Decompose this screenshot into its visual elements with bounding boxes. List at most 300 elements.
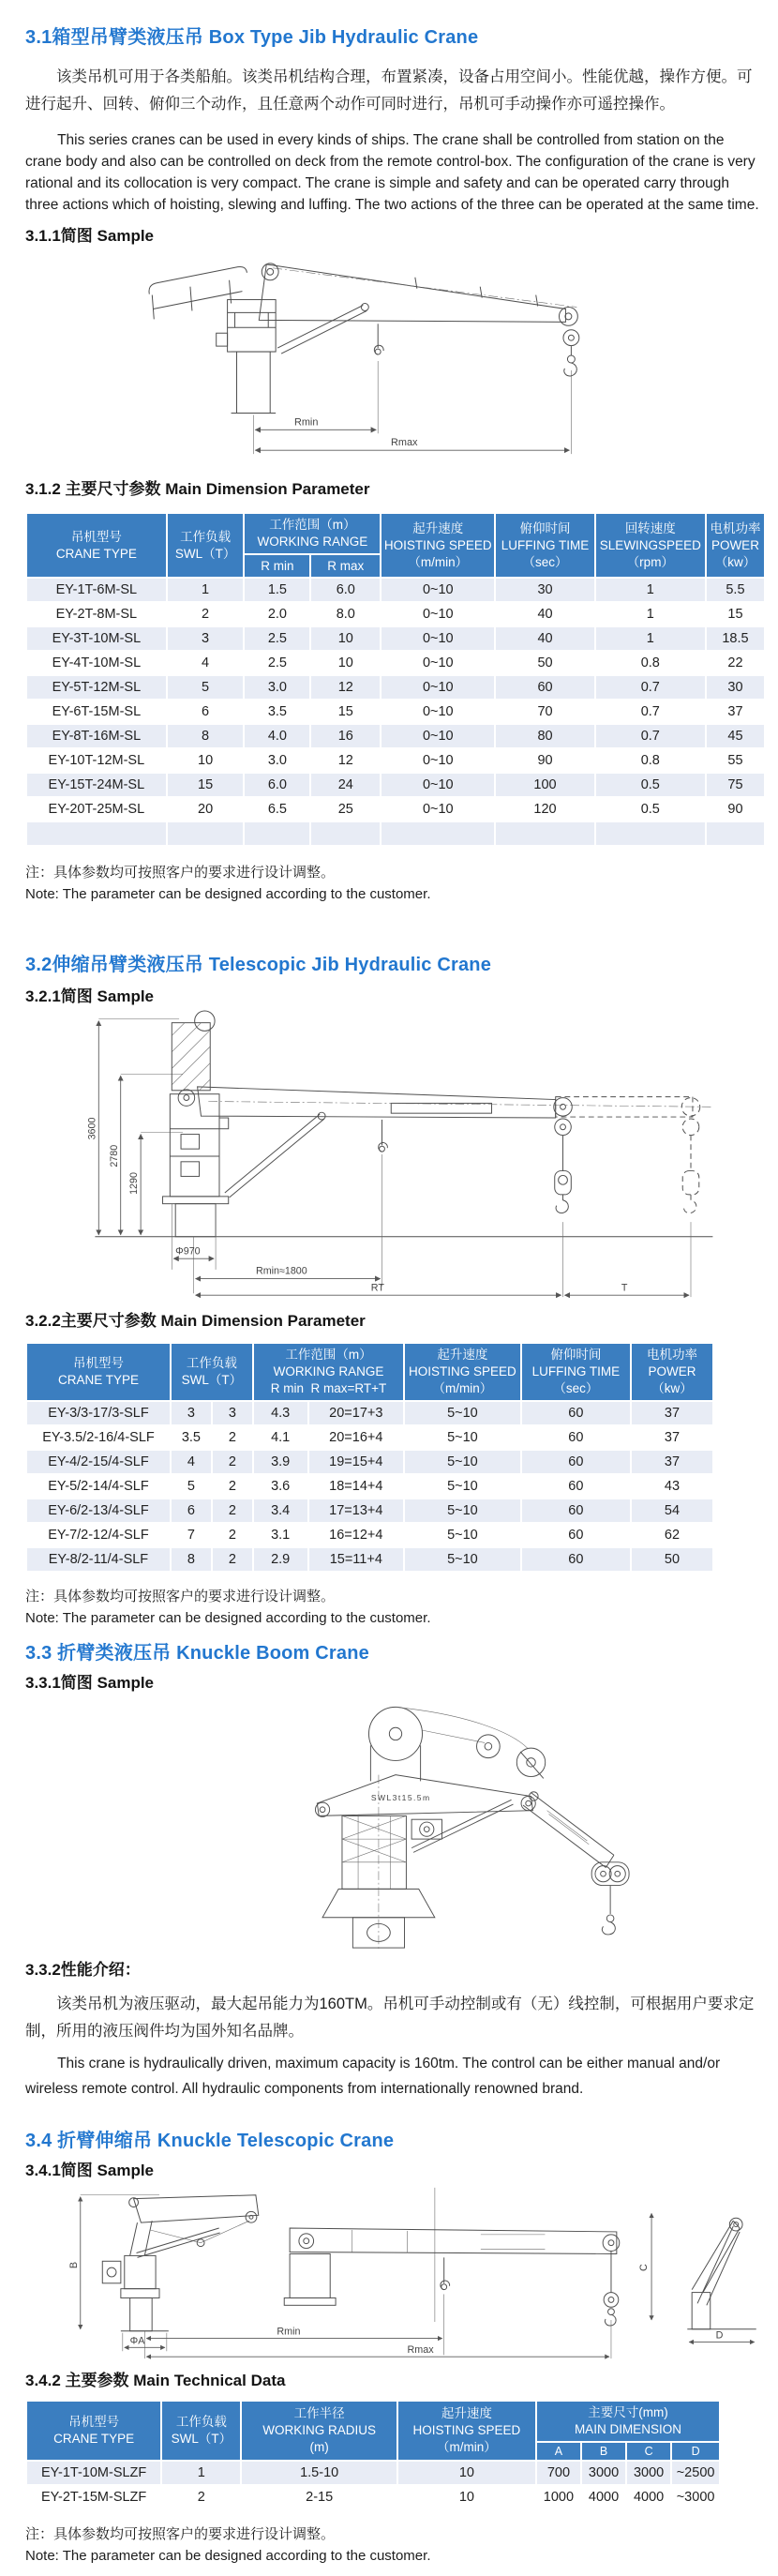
table-cell: 12 — [310, 675, 381, 700]
header-line: 俯仰时间 — [550, 1348, 602, 1363]
radius-dimensions — [123, 2294, 611, 2358]
col-crane-type — [26, 1343, 171, 1400]
upper-sheaves — [477, 1735, 546, 1779]
table-cell: 60 — [521, 1499, 631, 1523]
table-cell: 0~10 — [381, 773, 495, 797]
table-cell — [310, 821, 381, 846]
extended-tip-hook — [681, 1098, 699, 1213]
table-cell: 16=12+4 — [308, 1523, 405, 1547]
box-jib-crane-diagram — [25, 251, 764, 465]
table-heading-3-4-2: 3.4.2 主要参数 Main Technical Data — [25, 2371, 286, 2389]
table-cell — [244, 821, 310, 846]
boom-swl-label: SWL3t15.5m — [370, 1793, 431, 1803]
table-cell: 5~10 — [404, 1425, 521, 1450]
table-cell: 3.0 — [244, 675, 310, 700]
table-cell: 1 — [161, 2461, 241, 2485]
height-dimensions — [86, 1019, 183, 1235]
table-cell: 0.5 — [595, 773, 706, 797]
table-cell: 100 — [495, 773, 594, 797]
col-swl — [161, 2401, 241, 2461]
table-cell: EY-5/2-14/4-SLF — [26, 1474, 171, 1499]
col-hoisting-speed — [397, 2401, 536, 2461]
header-line: 起升速度 — [437, 1348, 488, 1363]
table-cell: 0.8 — [595, 748, 706, 773]
section-3-3-title: 3.3 折臂类液压吊 Knuckle Boom Crane — [25, 1642, 369, 1664]
header-line: （sec） — [553, 1381, 599, 1396]
table-row — [26, 1499, 713, 1523]
table-cell: 3.0 — [244, 748, 310, 773]
table-heading-3-2-2: 3.2.2主要尺寸参数 Main Dimension Parameter — [25, 1312, 366, 1331]
table-cell: 3.5 — [171, 1425, 212, 1450]
header-line: SLEWINGSPEED — [599, 537, 701, 552]
rmax-label: Rmax — [407, 2344, 434, 2357]
table-cell: 4.1 — [253, 1425, 308, 1450]
sample-heading-3-2-1: 3.2.1简图 Sample — [25, 987, 155, 1006]
knuckle-telescopic-crane-drawing — [44, 2184, 771, 2364]
header-line: WORKING RANGE — [273, 1364, 384, 1379]
col-hoisting-speed — [404, 1343, 521, 1400]
table-body — [26, 1401, 713, 1572]
performance-en: This crane is hydraulically driven, maximum capacity is 160tm. The control can be either manual and/or wireless remote control. All hydraulic components from internationally renowned brand. — [25, 2055, 721, 2097]
table-cell: EY-1T-6M-SL — [26, 578, 167, 602]
table-cell: 4 — [167, 651, 245, 675]
table-cell: 10 — [310, 651, 381, 675]
header-line: （kw） — [651, 1381, 693, 1396]
table-cell: 4.0 — [244, 724, 310, 748]
section-3-4-title: 3.4 折臂伸缩吊 Knuckle Telescopic Crane — [25, 2130, 395, 2151]
top-sheave — [368, 1707, 527, 1781]
table-cell: EY-4/2-15/4-SLF — [26, 1450, 171, 1474]
header-line: HOISTING SPEED — [412, 2423, 521, 2438]
header-line: SWL（T） — [174, 546, 236, 561]
jib-tip-hook — [559, 307, 578, 375]
table-cell: 5.5 — [706, 578, 765, 602]
header-line: 电机功率 — [710, 521, 761, 535]
section-3-2-title: 3.2伸缩吊臂类液压吊 Telescopic Jib Hydraulic Crane — [25, 955, 492, 976]
table-header — [26, 513, 765, 578]
header-line: 起升速度 — [412, 521, 464, 535]
boom — [259, 264, 576, 322]
table-cell: 60 — [521, 1425, 631, 1450]
table-cell: 1.5 — [244, 578, 310, 602]
sample-heading-3-4-1: 3.4.1简图 Sample — [25, 2161, 155, 2179]
col-crane-type — [26, 513, 167, 578]
header-line: （sec） — [522, 554, 568, 569]
knuckle-telescopic-crane-diagram — [25, 2184, 764, 2364]
table-cell: 15=11+4 — [308, 1547, 405, 1572]
table-row — [26, 2485, 720, 2509]
col-luffing-time — [495, 513, 594, 578]
table-cell: 37 — [631, 1450, 713, 1474]
table-cell: 20=17+3 — [308, 1401, 405, 1425]
height-c-label: C — [638, 2264, 651, 2271]
table-cell: 16 — [310, 724, 381, 748]
table-cell: 0~10 — [381, 651, 495, 675]
table-cell: 0.7 — [595, 724, 706, 748]
table-cell: 0~10 — [381, 675, 495, 700]
header-line: HOISTING SPEED — [383, 537, 492, 552]
table-cell: 3 — [212, 1401, 253, 1425]
table-cell: 62 — [631, 1523, 713, 1547]
col-power — [631, 1343, 713, 1400]
table-cell: 90 — [706, 797, 765, 821]
table-cell: 2.9 — [253, 1547, 308, 1572]
header-line: 工作负载 — [175, 2415, 227, 2430]
table-cell: 2.5 — [244, 626, 310, 651]
table-cell: 3.9 — [253, 1450, 308, 1474]
luffing-cylinder — [225, 1113, 325, 1198]
table-cell: 4.3 — [253, 1401, 308, 1425]
table-cell: 1 — [595, 602, 706, 626]
col-working-range — [244, 513, 381, 554]
table-cell: 54 — [631, 1499, 713, 1523]
table-row — [26, 1425, 713, 1450]
table-cell: 8 — [167, 724, 245, 748]
table-cell: 5~10 — [404, 1474, 521, 1499]
table-cell: 0~10 — [381, 578, 495, 602]
table-cell: 2 — [212, 1450, 253, 1474]
table-cell: EY-6/2-13/4-SLF — [26, 1499, 171, 1523]
t-label: T — [621, 1282, 628, 1294]
table-header — [26, 2401, 720, 2461]
table-row — [26, 1547, 713, 1572]
railing — [149, 266, 247, 319]
mast — [172, 1011, 215, 1106]
table-cell: 0~10 — [381, 797, 495, 821]
table-cell: 43 — [631, 1474, 713, 1499]
table-cell: 5~10 — [404, 1523, 521, 1547]
folded-view — [68, 2195, 259, 2331]
table-cell: 60 — [521, 1523, 631, 1547]
extended-view — [284, 2188, 620, 2326]
table-cell: EY-3/3-17/3-SLF — [26, 1401, 171, 1425]
header-line: 吊机型号 — [70, 529, 122, 544]
table-note — [25, 862, 764, 905]
table-cell — [167, 821, 245, 846]
header-line: （m/min） — [437, 2439, 497, 2454]
col-luffing-time — [521, 1343, 631, 1400]
table-cell: 30 — [706, 675, 765, 700]
table-row — [26, 1523, 713, 1547]
rmin-label: Rmin — [293, 416, 319, 429]
compact-folded-view — [638, 2213, 756, 2342]
col-dim-b: B — [581, 2442, 626, 2462]
table-cell: 2 — [212, 1425, 253, 1450]
mid-hook — [374, 324, 383, 354]
table-cell: 60 — [521, 1547, 631, 1572]
table-cell: 2 — [167, 602, 245, 626]
table-row — [26, 2461, 720, 2485]
table-cell: 22 — [706, 651, 765, 675]
header-line: 吊机型号 — [72, 1356, 124, 1371]
table-cell: 3.5 — [244, 700, 310, 724]
table-cell: 0.7 — [595, 675, 706, 700]
table-cell: 6 — [171, 1499, 212, 1523]
table-cell: 19=15+4 — [308, 1450, 405, 1474]
sample-heading-3-1-1: 3.1.1简图 Sample — [25, 227, 155, 245]
table-cell: EY-20T-25M-SL — [26, 797, 167, 821]
telescopic-jib-crane-drawing — [77, 1010, 724, 1301]
table-cell: 18=14+4 — [308, 1474, 405, 1499]
table-cell: 55 — [706, 748, 765, 773]
table-cell: ~3000 — [671, 2485, 720, 2509]
header-line: 工作半径 — [293, 2406, 345, 2421]
performance-cn: 该类吊机为液压驱动，最大起吊能力为160TM。吊机可手动控制或有（无）线控制，可根据用户要求定制，所用的液压阀件均为国外知名品牌。 — [25, 1995, 755, 2040]
table-cell: EY-3T-10M-SL — [26, 626, 167, 651]
base-diameter-label: Φ970 — [175, 1245, 201, 1258]
table-cell: 4000 — [581, 2485, 626, 2509]
table-cell: 0~10 — [381, 724, 495, 748]
table-body — [26, 578, 765, 846]
section-3-4-knuckle-telescopic — [25, 2128, 764, 2567]
table-cell: 2.0 — [244, 602, 310, 626]
table-cell — [495, 821, 594, 846]
header-line: WORKING RADIUS — [262, 2423, 377, 2438]
table-cell: 15 — [706, 602, 765, 626]
crane-body — [163, 1094, 229, 1237]
table-row — [26, 1450, 713, 1474]
table-cell: 10 — [167, 748, 245, 773]
table-cell: 18.5 — [706, 626, 765, 651]
table-cell: 0.8 — [595, 651, 706, 675]
table-cell: 6.0 — [244, 773, 310, 797]
table-row — [26, 675, 765, 700]
table-cell: 6.5 — [244, 797, 310, 821]
width-d-label: D — [715, 2329, 724, 2342]
table-cell: 20 — [167, 797, 245, 821]
table-cell: 15 — [167, 773, 245, 797]
table-row — [26, 1474, 713, 1499]
table-cell: ~2500 — [671, 2461, 720, 2485]
col-hoisting-speed — [381, 513, 495, 578]
rt-label: RT — [370, 1282, 384, 1294]
header-line: CRANE TYPE — [55, 546, 137, 561]
hook-block — [591, 1862, 629, 1935]
table-cell: 2 — [212, 1523, 253, 1547]
table-cell: 4 — [171, 1450, 212, 1474]
table-row — [26, 602, 765, 626]
table-cell: EY-7/2-12/4-SLF — [26, 1523, 171, 1547]
table-cell: 3.4 — [253, 1499, 308, 1523]
header-line: R min R max=RT+T — [270, 1381, 387, 1396]
box-jib-crane-drawing — [136, 251, 661, 465]
table-cell: 3 — [171, 1401, 212, 1425]
note-en: Note: The parameter can be designed according to the customer. — [25, 1609, 431, 1626]
table-cell: 5 — [171, 1474, 212, 1499]
header-line: 主要尺寸(mm) — [588, 2404, 668, 2419]
crane-housing — [217, 300, 276, 353]
header-line: (m) — [309, 2439, 329, 2454]
header-line: WORKING RANGE — [257, 534, 368, 549]
header-line: 电机功率 — [646, 1348, 697, 1363]
table-cell — [706, 821, 765, 846]
col-swl — [167, 513, 245, 578]
table-cell: 2 — [212, 1474, 253, 1499]
section-3-1-intro-cn: 该类吊机可用于各类船舶。该类吊机结构合理，布置紧凑，设备占用空间小。性能优越，操作方便。可进行起升、回转、俯仰三个动作，且任意两个动作可同时进行，吊机可手动操作亦可遥控操作。 — [25, 68, 753, 113]
table-cell: 10 — [310, 626, 381, 651]
table-cell: 37 — [631, 1401, 713, 1425]
section-3-1-intro-en: This series cranes can be used in every kinds of ships. The crane shall be controlled from station on the crane body and also can be controlled on deck from the remote control-box. The configuration of the crane is very rational and its collocation is very compact. The crane is simple and safety and can be operated carry through three actions which of hoisting, slewing and luffing. The two actions of the three can be operated at the same time. — [25, 132, 759, 213]
header-line: 工作范围（m） — [269, 518, 356, 532]
col-power — [706, 513, 765, 578]
height-b-label: B — [67, 2261, 80, 2268]
rmin-label: Rmin — [277, 2326, 301, 2338]
header-line: 吊机型号 — [68, 2415, 120, 2430]
note-cn: 注：具体参数均可按照客户的要求进行设计调整。 — [25, 2526, 336, 2542]
table-cell: EY-5T-12M-SL — [26, 675, 167, 700]
table-cell: EY-8T-16M-SL — [26, 724, 167, 748]
table-cell: 5~10 — [404, 1401, 521, 1425]
table-row — [26, 724, 765, 748]
knuckle-boom-crane-diagram — [25, 1696, 764, 1950]
header-line: 起升速度 — [441, 2406, 492, 2421]
main-dimension-table-3-2 — [25, 1342, 714, 1572]
table-cell: 60 — [521, 1450, 631, 1474]
table-row — [26, 578, 765, 602]
table-cell: EY-1T-10M-SLZF — [26, 2461, 161, 2485]
table-cell: 37 — [706, 700, 765, 724]
table-row — [26, 1401, 713, 1425]
table-cell: EY-8/2-11/4-SLF — [26, 1547, 171, 1572]
col-crane-type — [26, 2401, 161, 2461]
header-line: LUFFING TIME — [501, 537, 590, 552]
dimension-lines — [253, 361, 571, 454]
header-line: 工作负载 — [180, 529, 232, 544]
height-2780-label: 2780 — [108, 1145, 120, 1168]
table-cell: 37 — [631, 1425, 713, 1450]
table-cell: 0.7 — [595, 700, 706, 724]
table-row — [26, 821, 765, 846]
col-r-min: R min — [244, 554, 310, 579]
table-cell: 3.1 — [253, 1523, 308, 1547]
table-cell: 40 — [495, 602, 594, 626]
table-cell — [26, 821, 167, 846]
table-cell: 3000 — [581, 2461, 626, 2485]
table-cell: 0.5 — [595, 797, 706, 821]
table-cell: 0~10 — [381, 602, 495, 626]
header-line: （kw） — [714, 554, 756, 569]
table-cell: 60 — [495, 675, 594, 700]
col-main-dimension — [536, 2401, 720, 2442]
table-cell: 5~10 — [404, 1547, 521, 1572]
header-line: （m/min） — [432, 1381, 493, 1396]
header-line: 俯仰时间 — [519, 521, 571, 535]
table-cell: 8.0 — [310, 602, 381, 626]
table-cell: 1 — [167, 578, 245, 602]
table-heading-3-1-2: 3.1.2 主要尺寸参数 Main Dimension Parameter — [25, 480, 370, 498]
table-cell: 15 — [310, 700, 381, 724]
table-row — [26, 626, 765, 651]
table-cell: 0~10 — [381, 700, 495, 724]
table-cell: 5 — [167, 675, 245, 700]
table-cell: 90 — [495, 748, 594, 773]
col-dim-c: C — [626, 2442, 671, 2462]
section-3-2-telescopic-jib — [25, 952, 764, 1628]
section-3-3-knuckle-boom — [25, 1640, 764, 2101]
header-line: （m/min） — [408, 554, 469, 569]
header-line: LUFFING TIME — [531, 1364, 621, 1379]
table-cell: 45 — [706, 724, 765, 748]
col-working-radius — [241, 2401, 397, 2461]
table-cell: 2 — [212, 1499, 253, 1523]
table-cell — [381, 821, 495, 846]
sample-heading-3-3-1: 3.3.1简图 Sample — [25, 1673, 155, 1692]
knuckle-arm — [523, 1792, 614, 1868]
table-cell: 60 — [521, 1474, 631, 1499]
table-cell: 0~10 — [381, 626, 495, 651]
table-cell: 6.0 — [310, 578, 381, 602]
table-cell: 3.6 — [253, 1474, 308, 1499]
header-line: MAIN DIMENSION — [574, 2421, 681, 2436]
table-cell: 12 — [310, 748, 381, 773]
table-cell: EY-15T-24M-SL — [26, 773, 167, 797]
table-cell: 10 — [397, 2461, 536, 2485]
knuckle-boom-crane-drawing — [114, 1696, 677, 1950]
mid-hook — [379, 1120, 388, 1152]
table-note — [25, 2523, 764, 2567]
table-cell: 5~10 — [404, 1499, 521, 1523]
table-cell: 50 — [631, 1547, 713, 1572]
col-slewing-speed — [595, 513, 706, 578]
header-line: CRANE TYPE — [57, 1373, 139, 1388]
table-cell: 0~10 — [381, 748, 495, 773]
height-1290-label: 1290 — [128, 1172, 141, 1196]
table-cell: 2 — [161, 2485, 241, 2509]
table-cell: 1.5-10 — [241, 2461, 397, 2485]
note-cn: 注：具体参数均可按照客户的要求进行设计调整。 — [25, 865, 336, 881]
telescopic-jib-crane-diagram — [25, 1010, 764, 1301]
table-header — [26, 1343, 713, 1400]
col-working-range — [253, 1343, 404, 1400]
table-cell: 5~10 — [404, 1450, 521, 1474]
table-cell: 6 — [167, 700, 245, 724]
table-cell: 1 — [595, 578, 706, 602]
header-line: 回转速度 — [624, 521, 676, 535]
header-line: SWL（T） — [181, 1373, 243, 1388]
main-technical-data-table-3-4 — [25, 2400, 721, 2510]
table-cell: 3000 — [626, 2461, 671, 2485]
note-cn: 注：具体参数均可按照客户的要求进行设计调整。 — [25, 1588, 336, 1604]
section-3-1-box-type-jib — [25, 24, 764, 905]
table-cell: 120 — [495, 797, 594, 821]
performance-heading-3-3-2: 3.3.2性能介绍： — [25, 1960, 141, 1979]
header-line: SWL（T） — [171, 2431, 232, 2446]
header-line: （rpm） — [626, 554, 674, 569]
table-cell: 25 — [310, 797, 381, 821]
header-line: CRANE TYPE — [53, 2431, 135, 2446]
table-cell: 70 — [495, 700, 594, 724]
base-diameter-a-label: ΦA — [129, 2335, 145, 2347]
table-cell: 700 — [536, 2461, 581, 2485]
header-line: POWER — [648, 1364, 696, 1379]
col-dim-d: D — [671, 2442, 720, 2462]
table-cell: 1000 — [536, 2485, 581, 2509]
rmin-label: Rmin≈1800 — [255, 1266, 307, 1278]
col-r-max: R max — [310, 554, 381, 579]
pedestal — [232, 352, 277, 413]
main-dimension-table-3-1 — [25, 512, 766, 847]
table-body — [26, 2461, 720, 2509]
note-en: Note: The parameter can be designed according to the customer. — [25, 2548, 431, 2564]
table-cell: 40 — [495, 626, 594, 651]
table-cell: 2.5 — [244, 651, 310, 675]
table-cell: EY-3.5/2-16/4-SLF — [26, 1425, 171, 1450]
telescopic-boom — [198, 1087, 711, 1118]
table-row — [26, 773, 765, 797]
height-3600-label: 3600 — [86, 1118, 98, 1140]
table-cell: EY-2T-15M-SLZF — [26, 2485, 161, 2509]
table-cell: EY-2T-8M-SL — [26, 602, 167, 626]
